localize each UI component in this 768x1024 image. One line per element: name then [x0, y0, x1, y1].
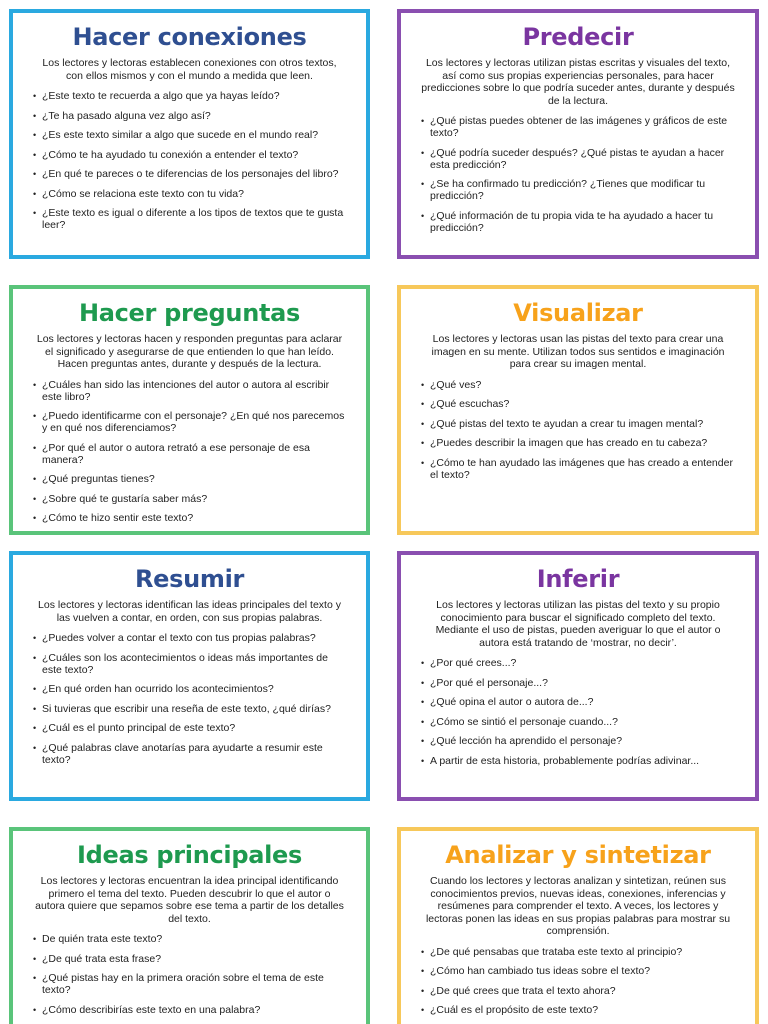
card-description: Los lectores y lectoras identifican las ideas principales del texto y las vuelven a contar, en orden, con sus propias palabras.	[38, 599, 341, 624]
card-title: Hacer conexiones	[72, 23, 307, 51]
card-analizar-y-sintetizar	[397, 827, 759, 1024]
list-item: • ¿Cómo describirías este texto en una palabra?	[33, 1004, 348, 1016]
list-item: • ¿Qué preguntas tienes?	[33, 473, 348, 485]
card-title: Analizar y sintetizar	[445, 841, 711, 869]
card-inferir	[397, 551, 759, 801]
list-item: • ¿En qué te pareces o te diferencias de los personajes del libro?	[33, 168, 348, 180]
list-item: • ¿En qué orden han ocurrido los acontecimientos?	[33, 683, 348, 695]
card-title: Predecir	[522, 23, 634, 51]
list-item: • A partir de esta historia, probablemente podrías adivinar...	[421, 755, 737, 767]
card-title: Inferir	[536, 565, 620, 593]
card-visualizar	[397, 285, 759, 535]
list-item: • ¿Puedes describir la imagen que has creado en tu cabeza?	[421, 437, 737, 449]
list-item: • ¿Es este texto similar a algo que sucede en el mundo real?	[33, 129, 348, 141]
list-item: • ¿Qué palabras clave anotarías para ayudarte a resumir este texto?	[33, 742, 348, 766]
card-description: Los lectores y lectoras utilizan pistas escritas y visuales del texto, así como sus propias experiencias personales, para hacer predicciones sobre lo que podría suceder antes, durante y después de la lectura.	[421, 57, 735, 107]
question-list	[27, 379, 352, 525]
list-item: • ¿Cuál es el propósito de este texto?	[421, 1004, 737, 1016]
card-description: Los lectores y lectoras usan las pistas del texto para crear una imagen en su mente. Utilizan todos sus sentidos e imaginación para crear su imagen mental.	[431, 333, 725, 370]
list-item: • ¿Se ha confirmado tu predicción? ¿Tienes que modificar tu predicción?	[421, 178, 737, 202]
list-item: • ¿Cómo te han ayudado las imágenes que has creado a entender el texto?	[421, 457, 737, 481]
list-item: • ¿Qué pistas hay en la primera oración sobre el tema de este texto?	[33, 972, 348, 996]
list-item: • ¿Sobre qué te gustaría saber más?	[33, 493, 348, 505]
card-description: Los lectores y lectoras encuentran la idea principal identificando primero el tema del texto. Pueden descubrir lo que el autor o autora quiere que sepamos sobre ese tema a partir de los detalles del texto.	[35, 875, 344, 925]
card-description: Los lectores y lectoras utilizan las pistas del texto y su propio conocimiento para buscar el significado completo del texto. Mediante el uso de pistas, pueden averiguar lo que el autor o autora está tratando de ‘mostrar, no decir’.	[435, 599, 721, 649]
card-description: Los lectores y lectoras establecen conexiones con otros textos, con ellos mismos y con el mundo a medida que leen.	[42, 57, 337, 82]
question-list	[415, 379, 741, 481]
question-list	[415, 946, 741, 1017]
card-hacer-preguntas	[9, 285, 370, 535]
list-item: • ¿Este texto es igual o diferente a los tipos de textos que te gusta leer?	[33, 207, 348, 231]
list-item: • ¿Por qué crees...?	[421, 657, 737, 669]
question-list	[27, 933, 352, 1016]
card-description: Cuando los lectores y lectoras analizan y sintetizan, reúnen sus conocimientos previos, nuevas ideas, conexiones, inferencias y resúmenes para comprender el texto. A veces, los lectores y lectoras ponen las ideas en sus propias palabras para mostrar su comprensión.	[425, 875, 731, 937]
question-list	[415, 657, 741, 767]
card-title: Visualizar	[513, 299, 643, 327]
card-title: Resumir	[134, 565, 245, 593]
list-item: • ¿Este texto te recuerda a algo que ya hayas leído?	[33, 90, 348, 102]
list-item: • ¿Qué podría suceder después? ¿Qué pistas te ayudan a hacer esta predicción?	[421, 147, 737, 171]
list-item: • ¿Cómo se relaciona este texto con tu vida?	[33, 188, 348, 200]
card-resumir	[9, 551, 370, 801]
list-item: • ¿Por qué el personaje...?	[421, 677, 737, 689]
list-item: • ¿Qué información de tu propia vida te ha ayudado a hacer tu predicción?	[421, 210, 737, 234]
question-list	[27, 90, 352, 231]
card-title: Ideas principales	[76, 841, 303, 869]
list-item: • ¿Cuáles son los acontecimientos o ideas más importantes de este texto?	[33, 652, 348, 676]
list-item: • ¿Cómo te ha ayudado tu conexión a entender el texto?	[33, 149, 348, 161]
list-item: • ¿De qué crees que trata el texto ahora?	[421, 985, 737, 997]
list-item: • Si tuvieras que escribir una reseña de este texto, ¿qué dirías?	[33, 703, 348, 715]
card-ideas-principales	[9, 827, 370, 1024]
list-item: • ¿Qué lección ha aprendido el personaje?	[421, 735, 737, 747]
card-description: Los lectores y lectoras hacen y responden preguntas para aclarar el significado y asegurarse de que entienden lo que han leído. Hacen preguntas antes, durante y después de la lectura.	[36, 333, 343, 370]
list-item: • ¿Puedes volver a contar el texto con tus propias palabras?	[33, 632, 348, 644]
list-item: • De quién trata este texto?	[33, 933, 348, 945]
list-item: • ¿Qué ves?	[421, 379, 737, 391]
list-item: • ¿Por qué el autor o autora retrató a ese personaje de esa manera?	[33, 442, 348, 466]
card-hacer-conexiones	[9, 9, 370, 259]
list-item: • ¿Cómo han cambiado tus ideas sobre el texto?	[421, 965, 737, 977]
list-item: • ¿Qué escuchas?	[421, 398, 737, 410]
list-item: • ¿Te ha pasado alguna vez algo así?	[33, 110, 348, 122]
card-title: Hacer preguntas	[78, 299, 301, 327]
list-item: • ¿Cómo se sintió el personaje cuando...?	[421, 716, 737, 728]
question-list	[415, 115, 741, 234]
question-list	[27, 632, 352, 766]
list-item: • ¿Qué opina el autor o autora de...?	[421, 696, 737, 708]
list-item: • ¿Qué pistas puedes obtener de las imágenes y gráficos de este texto?	[421, 115, 737, 139]
list-item: • ¿Qué pistas del texto te ayudan a crear tu imagen mental?	[421, 418, 737, 430]
list-item: • ¿Cuáles han sido las intenciones del autor o autora al escribir este libro?	[33, 379, 348, 403]
card-predecir	[397, 9, 759, 259]
list-item: • ¿De qué pensabas que trataba este texto al principio?	[421, 946, 737, 958]
list-item: • ¿De qué trata esta frase?	[33, 953, 348, 965]
list-item: • ¿Cuál es el punto principal de este texto?	[33, 722, 348, 734]
list-item: • ¿Puedo identificarme con el personaje? ¿En qué nos parecemos y en qué nos diferenciamos?	[33, 410, 348, 434]
list-item: • ¿Cómo te hizo sentir este texto?	[33, 512, 348, 524]
